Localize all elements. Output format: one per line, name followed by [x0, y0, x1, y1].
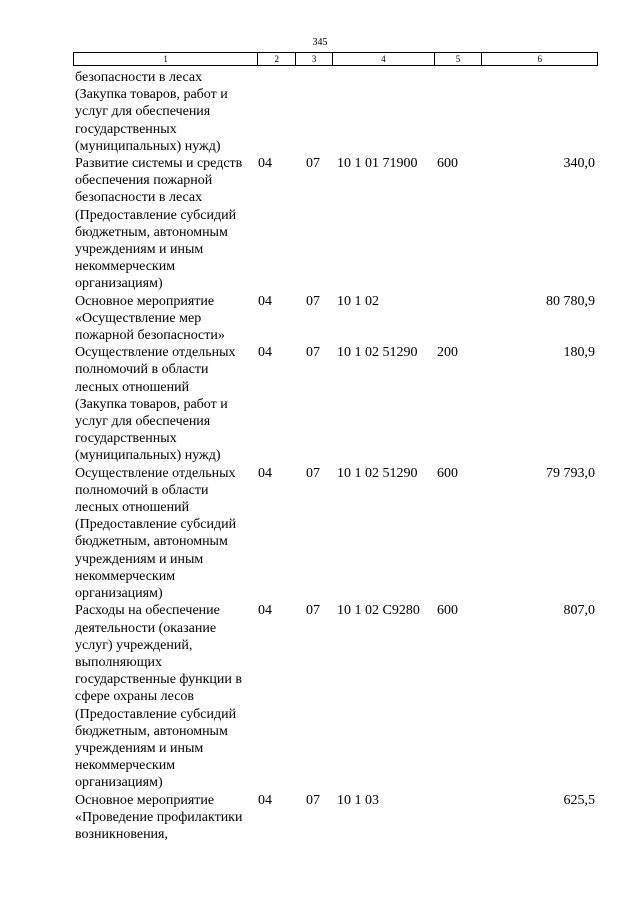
amount: 625,5 — [563, 792, 595, 808]
expense-type-code: 200 — [437, 345, 458, 361]
table-row — [75, 792, 595, 844]
item-name: Осуществление отдельных полномочий в области лесных отношений (Предоставление субсидий бюджетным, автономным учреждениям и иным некоммерческим организациям) — [75, 465, 237, 602]
column-header-6: 6 — [537, 54, 542, 64]
page-number: 345 — [312, 37, 328, 48]
budget-table-body — [75, 69, 595, 843]
subsection-code: 07 — [306, 345, 320, 361]
expense-type-code: 600 — [437, 465, 458, 481]
subsection-code: 07 — [306, 792, 320, 808]
amount: 807,0 — [563, 603, 595, 619]
subsection-code: 07 — [306, 465, 320, 481]
section-code: 04 — [258, 293, 272, 309]
section-code: 04 — [258, 792, 272, 808]
section-code: 04 — [258, 465, 272, 481]
item-name: безопасности в лесах (Закупка товаров, работ и услуг для обеспечения государственных (муниципальных) нужд) — [75, 70, 228, 154]
expense-type-code: 600 — [437, 156, 458, 172]
table-row — [75, 344, 595, 464]
table-row — [75, 293, 595, 345]
column-header-3: 3 — [296, 53, 333, 65]
amount: 80 780,9 — [546, 293, 595, 309]
subsection-code: 07 — [306, 156, 320, 172]
column-header-5: 5 — [435, 53, 483, 65]
table-row — [75, 602, 595, 791]
expense-type-code: 600 — [437, 603, 458, 619]
table-row — [75, 155, 595, 293]
subsection-code: 07 — [306, 603, 320, 619]
section-code: 04 — [258, 345, 272, 361]
amount: 180,9 — [563, 345, 595, 361]
item-name: Расходы на обеспечение деятельности (оказание услуг) учреждений, выполняющих государственные функции в сфере охраны лесов (Предоставление субсидий бюджетным, автономным учреждениям и иным некоммерческим организациям) — [75, 603, 243, 791]
target-article-code: 10 1 02 С9280 — [337, 603, 420, 619]
column-header-4: 4 — [333, 53, 435, 65]
amount: 79 793,0 — [546, 465, 595, 481]
amount: 340,0 — [563, 156, 595, 172]
target-article-code: 10 1 02 — [337, 293, 379, 309]
target-article-code: 10 1 03 — [337, 792, 379, 808]
section-code: 04 — [258, 603, 272, 619]
target-article-code: 10 1 02 51290 — [337, 345, 418, 361]
section-code: 04 — [258, 156, 272, 172]
subsection-code: 07 — [306, 293, 320, 309]
table-row — [75, 465, 595, 603]
table-header-row — [73, 52, 598, 66]
item-name: Основное мероприятие «Проведение профилактики возникновения, — [75, 792, 243, 842]
item-name: Осуществление отдельных полномочий в области лесных отношений (Закупка товаров, работ и услуг для обеспечения государственных (муниципальных) нужд) — [75, 345, 236, 464]
target-article-code: 10 1 02 51290 — [337, 465, 418, 481]
target-article-code: 10 1 01 71900 — [337, 156, 418, 172]
item-name: Основное мероприятие «Осуществление мер пожарной безопасности» — [75, 293, 225, 344]
column-header-1: 1 — [74, 53, 258, 65]
table-row — [75, 69, 595, 155]
column-header-2: 2 — [258, 53, 296, 65]
item-name: Развитие системы и средств обеспечения пожарной безопасности в лесах (Предоставление субсидий бюджетным, автономным учреждениям и иным некоммерческим организациям) — [75, 156, 243, 292]
